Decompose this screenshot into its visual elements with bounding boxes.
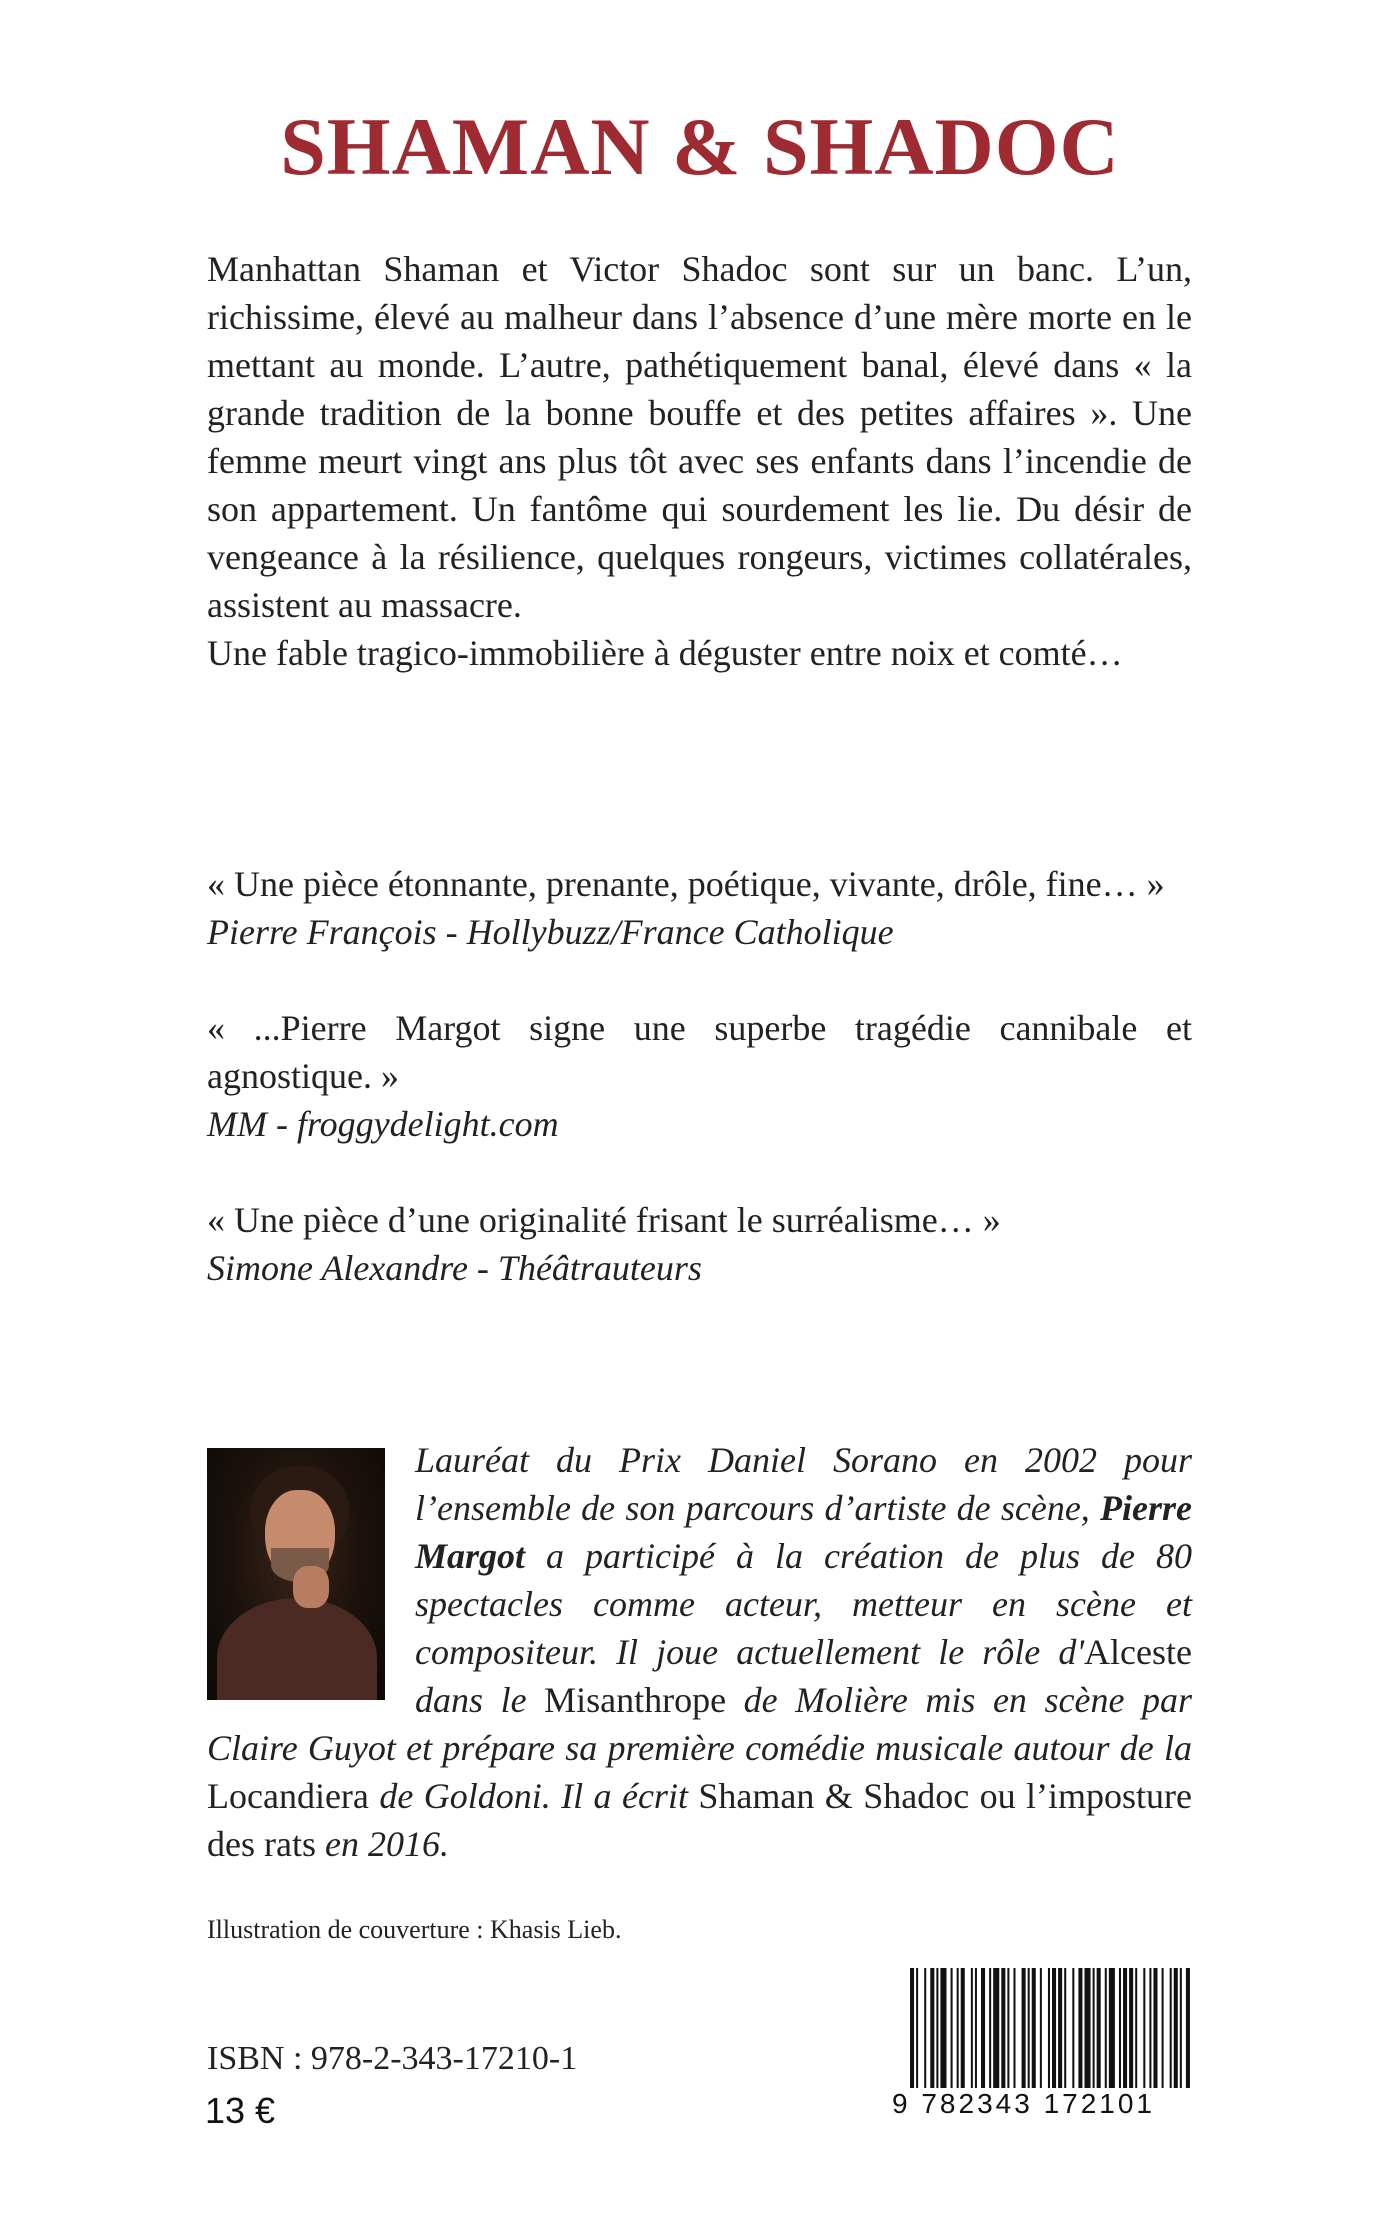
barcode-bar [1078, 1968, 1082, 2088]
barcode-bar [971, 1968, 973, 2088]
barcode-bar [1028, 1968, 1030, 2088]
barcode-bar [989, 1968, 991, 2088]
barcode-bar [993, 1968, 999, 2088]
barcode-bar [1105, 1968, 1107, 2088]
barcode-bar [1153, 1968, 1157, 2088]
illustration-credit: Illustration de couverture : Khasis Lieb. [207, 1915, 622, 1944]
barcode-bar [1109, 1968, 1115, 2088]
barcode-bar [930, 1968, 934, 2088]
barcode-bar [1174, 1968, 1178, 2088]
press-quote [207, 860, 1192, 956]
barcode-bar [1058, 1968, 1062, 2088]
barcode-number: 9 782343 172101 [892, 2088, 1155, 2119]
barcode-bar [1052, 1968, 1056, 2088]
barcode-bar [975, 1968, 977, 2088]
barcode-bar [1007, 1968, 1009, 2088]
barcode-bar [910, 1968, 914, 2088]
barcode-bar [1013, 1968, 1015, 2088]
barcode-bar [1119, 1968, 1121, 2088]
barcode-bar [1162, 1968, 1164, 2088]
barcode-bar [940, 1968, 946, 2088]
barcode-bar [1123, 1968, 1127, 2088]
barcode-bar [936, 1968, 938, 2088]
barcode-bar [1084, 1968, 1090, 2088]
book-title: SHAMAN & SHADOC [280, 101, 1120, 192]
author-name: Pierre Margot [415, 1488, 1192, 1576]
author-bio: Lauréat du Prix Daniel Sorano en 2002 pour l’ensemble de son parcours d’artiste de scène, Pierre Margot a participé à la création de plus de 80 spectacles comme acteur, metteur en scène et compositeur. Il joue actuellement le rôle d'Alceste dans le Misanthrope de Molière mis en scène par Claire Guyot et prépare sa première comédie musicale autour de la Locandiera de Goldoni. Il a écrit Shaman & Shadoc ou l’imposture des rats en 2016. [207, 1440, 1193, 1864]
quote-text: « Une pièce d’une originalité frisant le surréalisme… » [207, 1200, 1001, 1240]
isbn: ISBN : 978-2-343-17210-1 [207, 2040, 578, 2077]
author-portrait-photo [207, 1448, 385, 1700]
barcode-bar [1149, 1968, 1151, 2088]
barcode-bar [957, 1968, 959, 2088]
barcode-bar [961, 1968, 965, 2088]
quote-source: Pierre François - Hollybuzz/France Catholique [207, 912, 894, 952]
barcode [892, 1968, 1192, 2126]
barcode-bar [1064, 1968, 1066, 2088]
price: 13 € [205, 2090, 276, 2131]
barcode-bar [1135, 1968, 1137, 2088]
barcode-bar [916, 1968, 918, 2088]
synopsis-tagline: Une fable tragico-immobilière à déguster entre noix et comté… [207, 633, 1123, 673]
quote-source: Simone Alexandre - Théâtrauteurs [207, 1248, 702, 1288]
barcode-bar [1093, 1968, 1095, 2088]
press-quote [207, 1004, 1192, 1148]
barcode-bar [1097, 1968, 1101, 2088]
quote-text: « Une pièce étonnante, prenante, poétique, vivante, drôle, fine… » [207, 864, 1165, 904]
quote-source: MM - froggydelight.com [207, 1104, 559, 1144]
barcode-bar [1048, 1968, 1050, 2088]
synopsis-paragraph: Manhattan Shaman et Victor Shadoc sont sur un banc. L’un, richissime, élevé au malheur dans l’absence d’une mère morte en le mettant au monde. L’autre, pathétiquement banal, élevé dans « la grande tradition de la bonne bouffe et des petites affaires ». Une femme meurt vingt ans plus tôt avec ses enfants dans l’incendie de son appartement. Un fantôme qui sourdement les lie. Du désir de vengeance à la résilience, quelques rongeurs, victimes collatérales, assistent au massacre. [207, 249, 1192, 625]
barcode-bar [924, 1968, 926, 2088]
barcode-bar [951, 1968, 953, 2088]
barcode-bar [1170, 1968, 1172, 2088]
barcode-bar [1186, 1968, 1190, 2088]
press-quotes [207, 860, 1192, 1340]
barcode-bar [981, 1968, 985, 2088]
barcode-bar [1001, 1968, 1005, 2088]
synopsis [207, 245, 1192, 677]
barcode-bar [1032, 1968, 1036, 2088]
barcode-bar [1180, 1968, 1182, 2088]
barcode-bar [1022, 1968, 1026, 2088]
barcode-bar [1040, 1968, 1042, 2088]
ean13-barcode-icon [910, 1968, 1192, 2088]
barcode-bar [1129, 1968, 1133, 2088]
press-quote [207, 1196, 1192, 1292]
barcode-bar [1072, 1968, 1074, 2088]
barcode-bar [1143, 1968, 1145, 2088]
author-section [207, 1436, 1192, 1868]
quote-text: « ...Pierre Margot signe une superbe tragédie cannibale et agnostique. » [207, 1008, 1192, 1096]
